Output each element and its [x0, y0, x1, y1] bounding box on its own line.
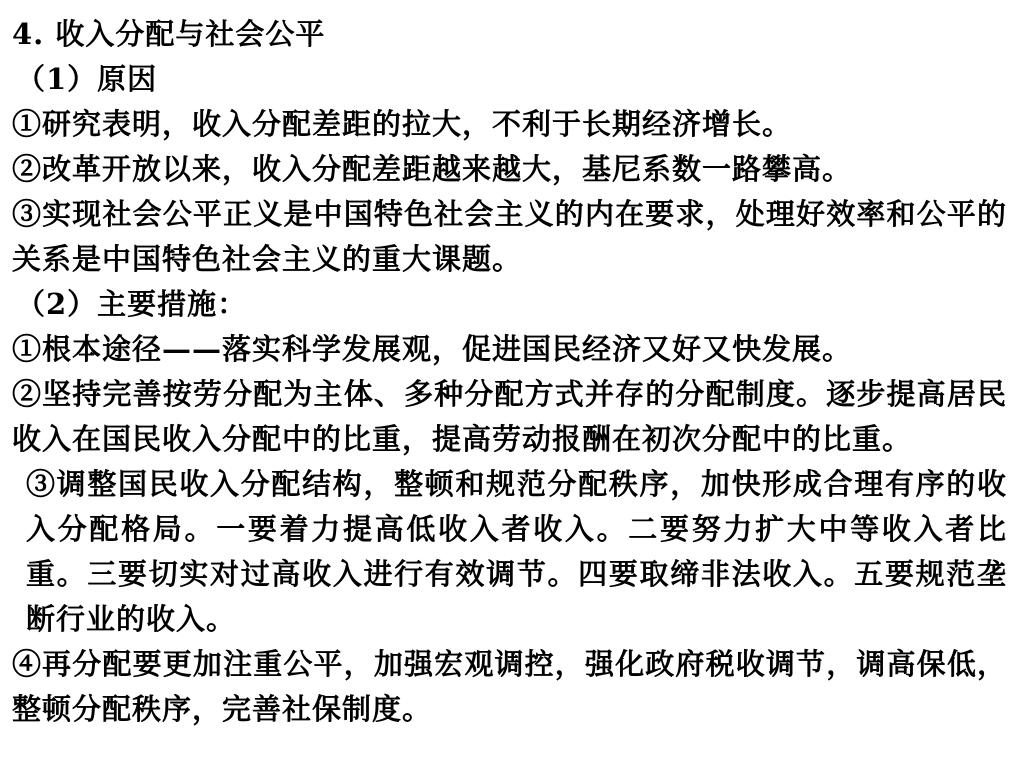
reason-item-1: ①研究表明，收入分配差距的拉大，不利于长期经济增长。 — [12, 107, 793, 141]
measure-item-4: ④再分配要更加注重公平，加强宏观调控，强化政府税收调节，调高保低，整顿分配秩序，完善社保制度。 — [12, 647, 1007, 726]
reason-item-2: ②改革开放以来，收入分配差距越来越大，基尼系数一路攀高。 — [12, 152, 853, 186]
section1-title: （1）原因 — [16, 62, 158, 96]
measure-item-2: ②坚持完善按劳分配为主体、多种分配方式并存的分配制度。逐步提高居民收入在国民收入分配中的比重，提高劳动报酬在初次分配中的比重。 — [12, 377, 1007, 456]
section2-title: （2）主要措施： — [16, 287, 248, 321]
measure-item-3: ③调整国民收入分配结构，整顿和规范分配秩序，加快形成合理有序的收入分配格局。一要着力提高低收入者收入。二要努力扩大中等收入者比重。三要切实对过高收入进行有效调节。四要取缔非法收入。五要规范垄断行业的收入。 — [26, 467, 1007, 636]
section-heading: 4. 收入分配与社会公平 — [12, 17, 326, 51]
slide-content — [12, 12, 1007, 732]
reason-item-3: ③实现社会公平正义是中国特色社会主义的内在要求，处理好效率和公平的关系是中国特色社会主义的重大课题。 — [12, 197, 1007, 276]
measure-item-1: ①根本途径——落实科学发展观，促进国民经济又好又快发展。 — [12, 332, 853, 366]
